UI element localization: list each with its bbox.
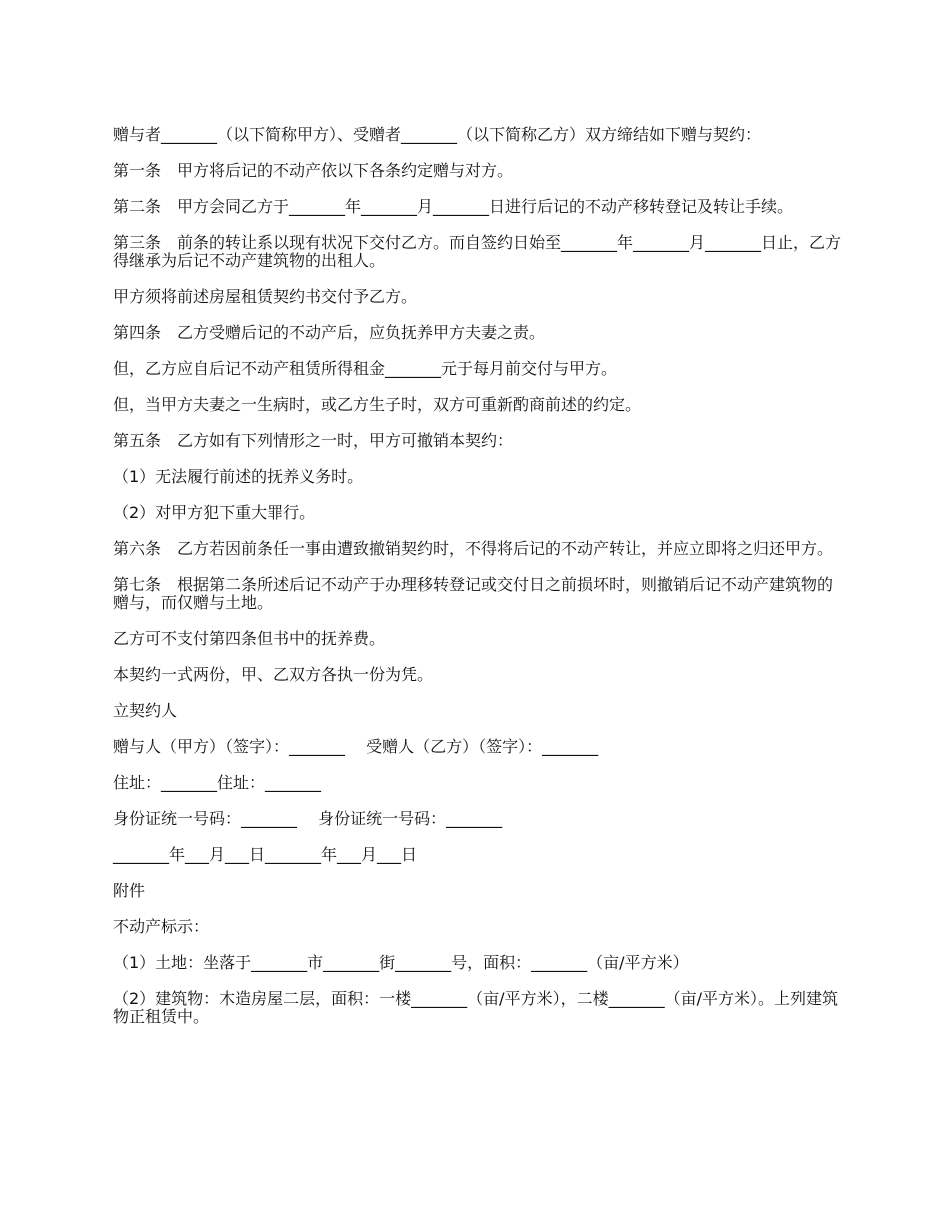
article-6-paragraph: 第六条 乙方若因前条任一事由遭致撤销契约时，不得将后记的不动产转让，并应立即将之归还甲方。: [113, 539, 834, 558]
article-2-paragraph: 第二条 甲方会同乙方于_______年_______月_______日进行后记的不动产移转登记及转让手续。: [113, 197, 794, 216]
article-3-paragraph: 第三条 前条的转让系以现有状况下交付乙方。而自签约日始至_______年_______月_______日止，乙方得继承为后记不动产建筑物的出租人。: [113, 233, 842, 270]
copies-paragraph: 本契约一式两份，甲、乙双方各执一份为凭。: [113, 665, 434, 684]
revocation-item-1: （1）无法履行前述的抚养义务时。: [113, 467, 364, 486]
article-5-paragraph: 第五条 乙方如有下列情形之一时，甲方可撤销本契约：: [113, 431, 514, 450]
property-description-heading: 不动产标示：: [113, 917, 210, 936]
attachment-heading: 附件: [113, 881, 146, 900]
building-item: （2）建筑物：木造房屋二层，面积：一楼_______（亩/平方米），二楼_______（亩/平方米）。上列建筑物正租赁中。: [113, 989, 838, 1026]
article-7-paragraph: 第七条 根据第二条所述后记不动产于办理移转登记或交付日之前损坏时，则撤销后记不动产建筑物的赠与，而仅赠与土地。: [113, 575, 834, 612]
rent-payment-paragraph: 但，乙方应自后记不动产租赁所得租金_______元于每月前交付与甲方。: [113, 359, 618, 378]
address-line: 住址：_______住址：_______: [113, 773, 322, 792]
lease-handover-paragraph: 甲方须将前述房屋租赁契约书交付予乙方。: [113, 287, 418, 306]
parties-heading: 立契约人: [113, 701, 178, 720]
contract-document: [113, 126, 843, 1044]
date-line: _______年___月___日_______年___月___日: [113, 845, 418, 864]
preamble-paragraph: 赠与者_______（以下简称甲方）、受赠者_______（以下简称乙方）双方缔结如下赠与契约：: [113, 125, 762, 144]
land-item: （1）土地：坐落于_______市_______街_______号，面积：_______（亩/平方米）: [113, 953, 689, 972]
support-fee-paragraph: 乙方可不支付第四条但书中的抚养费。: [113, 629, 386, 648]
id-number-line: 身份证统一号码：_______ 身份证统一号码：_______: [113, 809, 503, 828]
revocation-item-2: （2）对甲方犯下重大罪行。: [113, 503, 316, 522]
article-4-paragraph: 第四条 乙方受赠后记的不动产后，应负抚养甲方夫妻之责。: [113, 323, 546, 342]
renegotiation-paragraph: 但，当甲方夫妻之一生病时，或乙方生子时，双方可重新酌商前述的约定。: [113, 395, 642, 414]
article-1-paragraph: 第一条 甲方将后记的不动产依以下各条约定赠与对方。: [113, 161, 514, 180]
signature-line: 赠与人（甲方）（签字）：_______ 受赠人（乙方）（签字）：_______: [113, 737, 599, 756]
